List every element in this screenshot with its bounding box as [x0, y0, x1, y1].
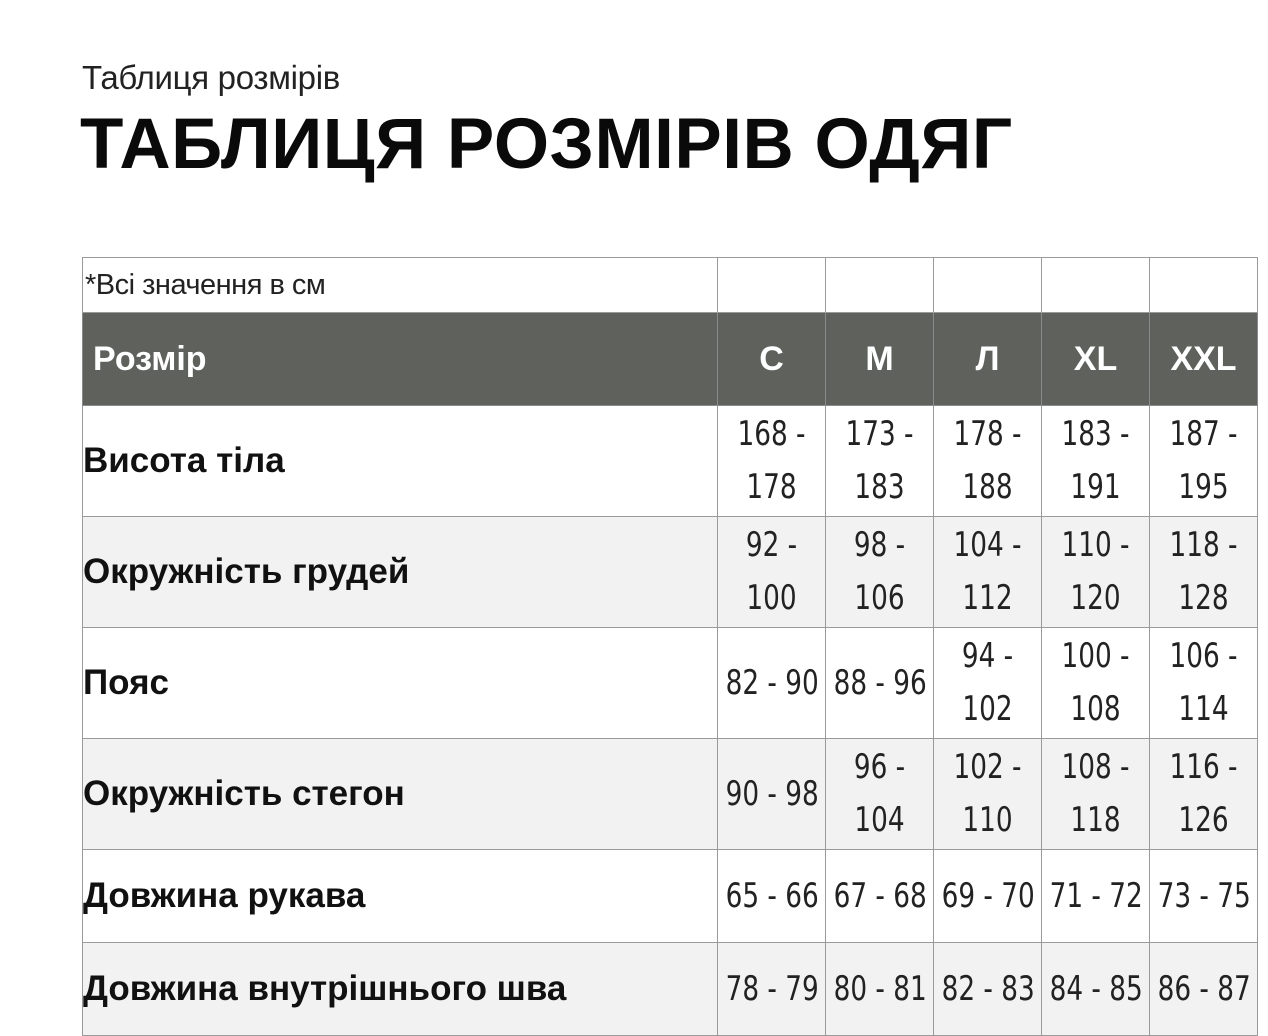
- value-cell: 67 - 68: [826, 850, 934, 943]
- value-cell: 104 - 112: [934, 517, 1042, 628]
- header-size-xxl: XXL: [1150, 313, 1258, 406]
- row-label-waist: Пояс: [83, 628, 718, 739]
- value-cell: 88 - 96: [826, 628, 934, 739]
- value-cell: 73 - 75: [1150, 850, 1258, 943]
- value-cell: 102 - 110: [934, 739, 1042, 850]
- value-cell: 78 - 79: [718, 943, 826, 1036]
- value-cell: 90 - 98: [718, 739, 826, 850]
- value-cell: 183 - 191: [1042, 406, 1150, 517]
- value-cell: 94 - 102: [934, 628, 1042, 739]
- header-size-label: Розмір: [83, 313, 718, 406]
- size-chart-table: [82, 257, 1258, 1036]
- value-cell: 108 - 118: [1042, 739, 1150, 850]
- value-cell: 80 - 81: [826, 943, 934, 1036]
- value-cell: 65 - 66: [718, 850, 826, 943]
- units-note-cell: [83, 258, 718, 313]
- table-row: [83, 739, 1258, 850]
- value-cell: 71 - 72: [1042, 850, 1150, 943]
- table-row: [83, 850, 1258, 943]
- header-size-xl: XL: [1042, 313, 1150, 406]
- value-cell: 92 - 100: [718, 517, 826, 628]
- table-row: [83, 406, 1258, 517]
- value-cell: 84 - 85: [1042, 943, 1150, 1036]
- value-cell: 100 - 108: [1042, 628, 1150, 739]
- value-cell: 116 - 126: [1150, 739, 1258, 850]
- value-cell: 96 - 104: [826, 739, 934, 850]
- value-cell: 168 - 178: [718, 406, 826, 517]
- value-cell: 82 - 90: [718, 628, 826, 739]
- units-note: *Всі значення в см: [85, 268, 326, 301]
- note-row: [83, 258, 1258, 313]
- row-label-hips: Окружність стегон: [83, 739, 718, 850]
- table-row: [83, 943, 1258, 1036]
- page-subtitle: Таблиця розмірів: [82, 59, 340, 96]
- empty-cell: [826, 258, 934, 313]
- value-cell: 187 - 195: [1150, 406, 1258, 517]
- table-row: [83, 517, 1258, 628]
- empty-cell: [718, 258, 826, 313]
- header-size-m: М: [826, 313, 934, 406]
- empty-cell: [934, 258, 1042, 313]
- row-label-inseam: Довжина внутрішнього шва: [83, 943, 718, 1036]
- row-label-height: Висота тіла: [83, 406, 718, 517]
- header-size-l: Л: [934, 313, 1042, 406]
- value-cell: 118 - 128: [1150, 517, 1258, 628]
- empty-cell: [1042, 258, 1150, 313]
- value-cell: 98 - 106: [826, 517, 934, 628]
- value-cell: 86 - 87: [1150, 943, 1258, 1036]
- header-row: [83, 313, 1258, 406]
- value-cell: 69 - 70: [934, 850, 1042, 943]
- header-size-s: С: [718, 313, 826, 406]
- value-cell: 173 - 183: [826, 406, 934, 517]
- row-label-sleeve: Довжина рукава: [83, 850, 718, 943]
- empty-cell: [1150, 258, 1258, 313]
- value-cell: 106 - 114: [1150, 628, 1258, 739]
- value-cell: 178 - 188: [934, 406, 1042, 517]
- row-label-chest: Окружність грудей: [83, 517, 718, 628]
- table-row: [83, 628, 1258, 739]
- value-cell: 82 - 83: [934, 943, 1042, 1036]
- value-cell: 110 - 120: [1042, 517, 1150, 628]
- page-title: ТАБЛИЦЯ РОЗМІРІВ ОДЯГ: [80, 105, 1013, 184]
